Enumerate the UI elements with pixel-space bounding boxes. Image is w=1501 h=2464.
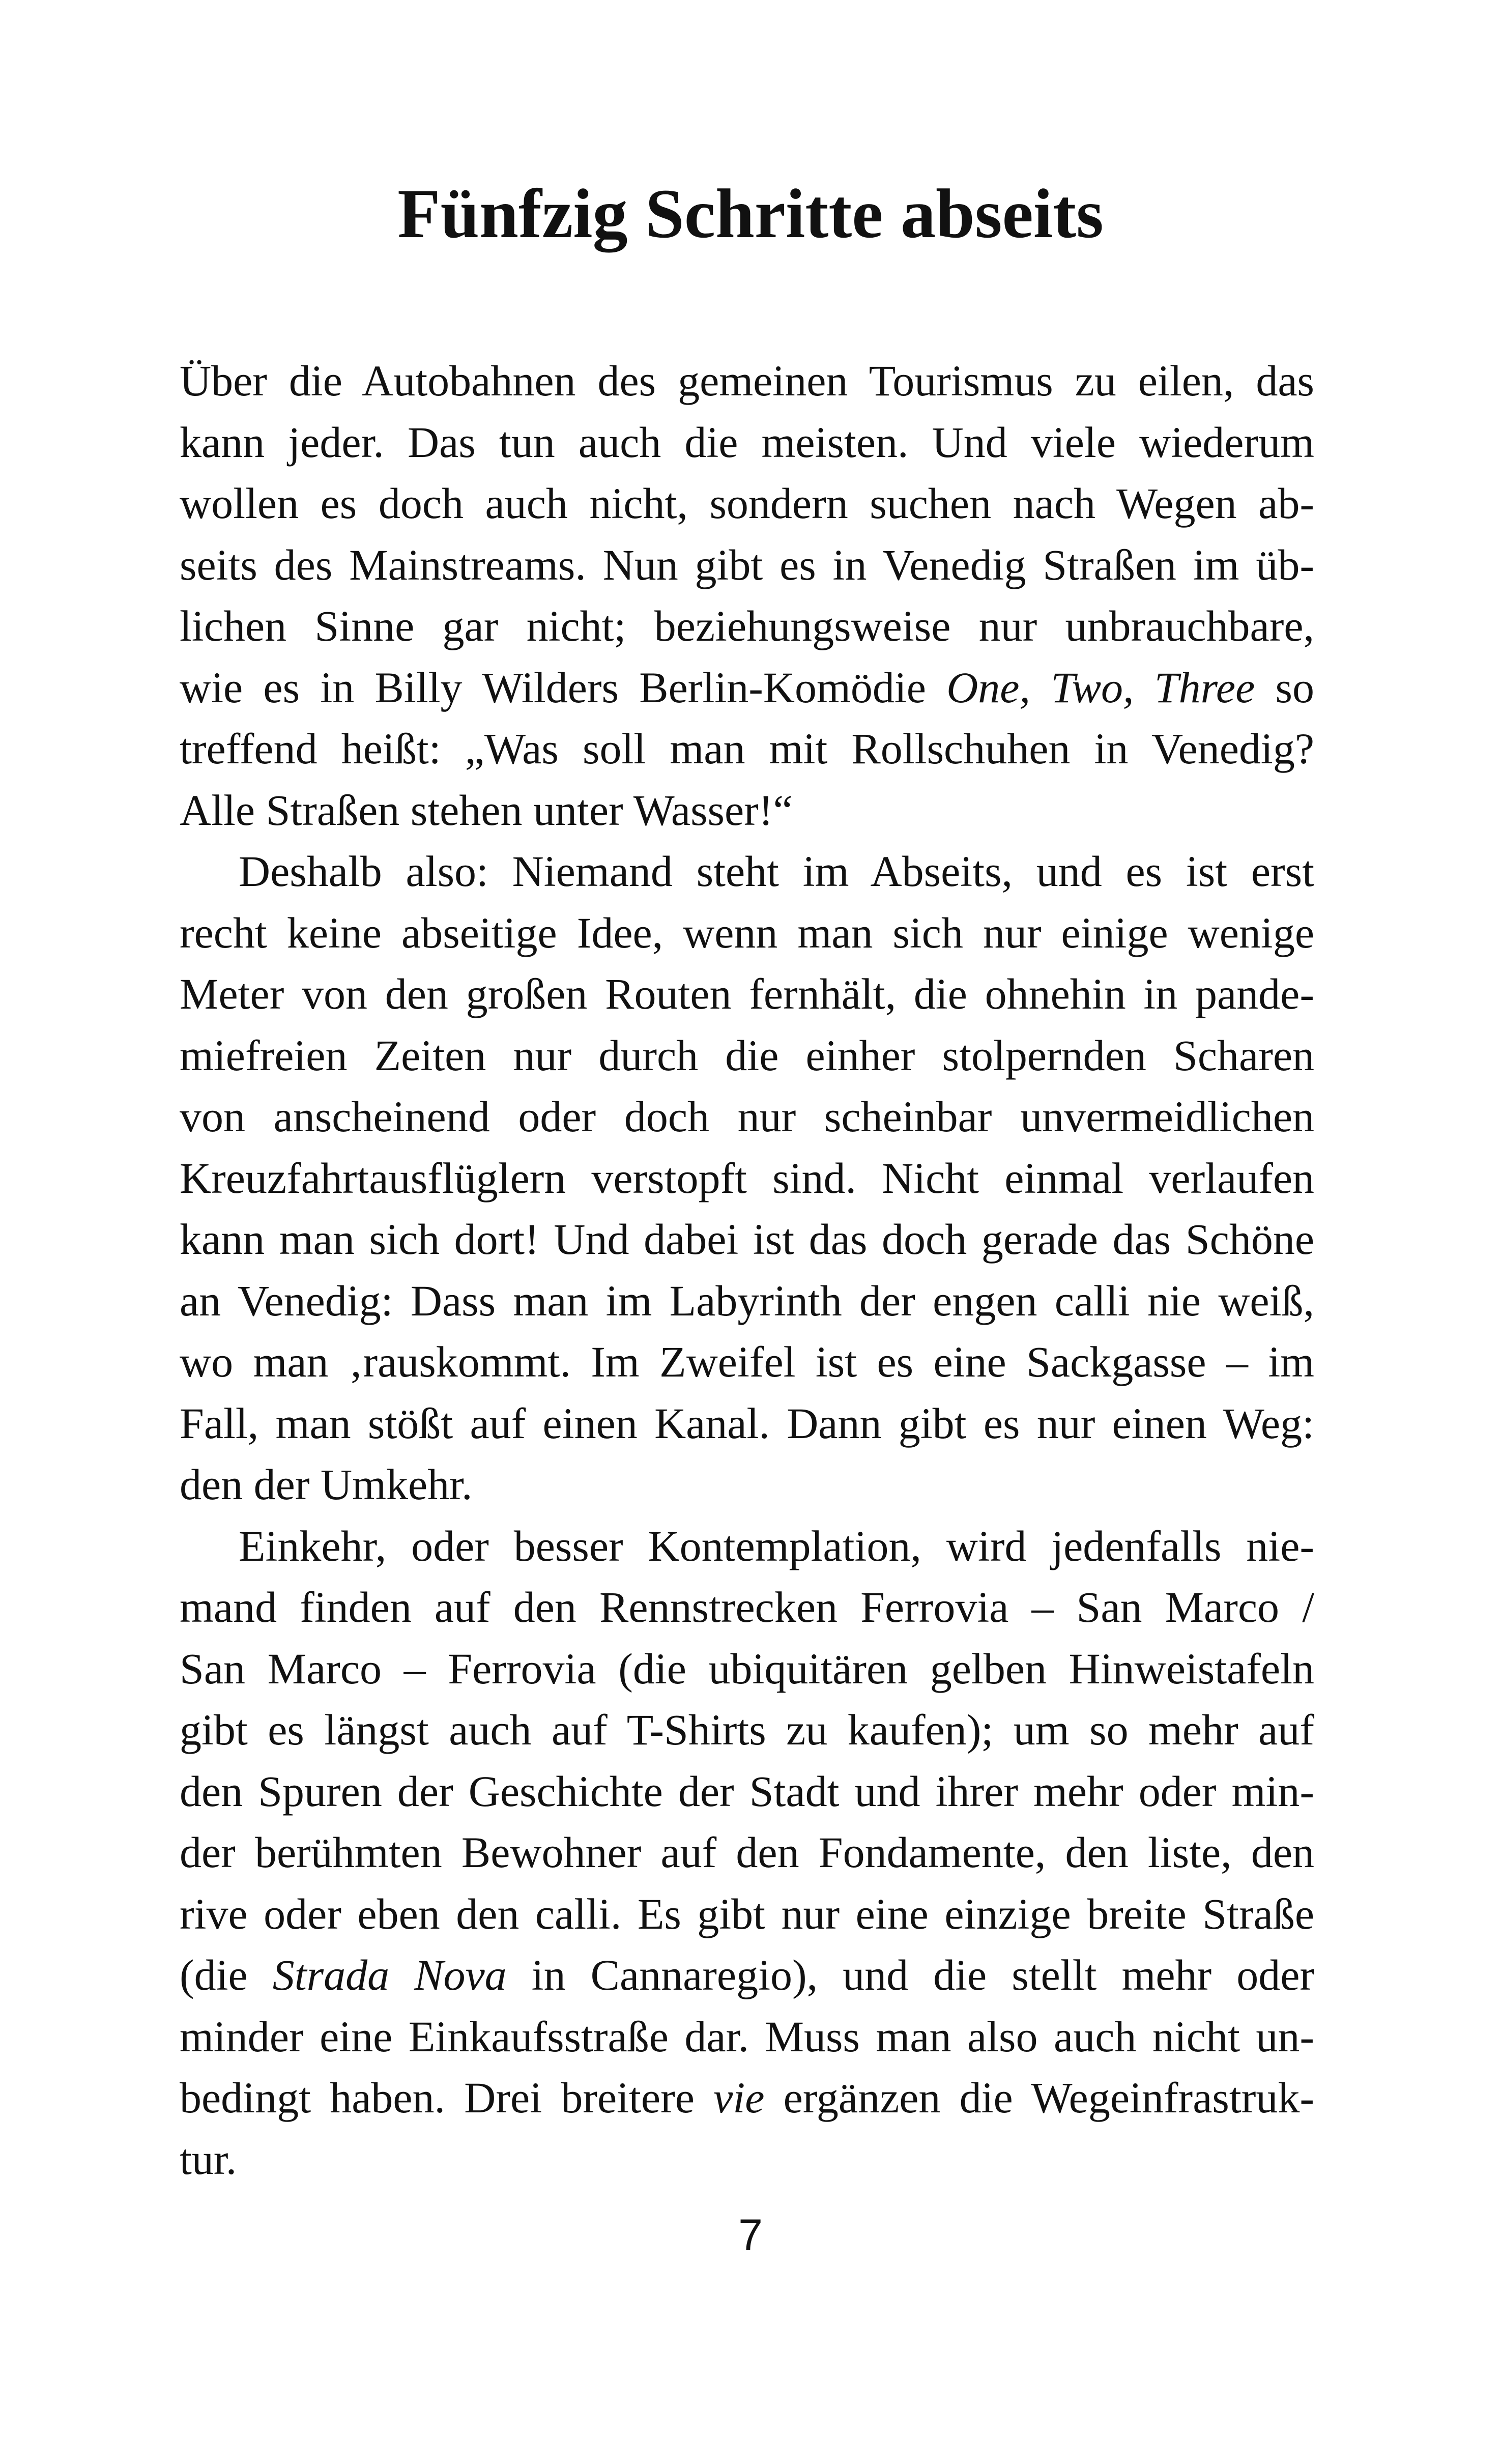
text-segment: an Venedig: Dass man im Labyrinth der engen calli nie weiß,: [180, 1276, 1314, 1325]
text-line: [180, 1209, 1314, 1270]
text-line: [180, 1699, 1314, 1761]
text-line: [180, 718, 1314, 780]
italic-text: One, Two, Three: [946, 663, 1255, 712]
text-segment: Kreuzfahrtausflüglern verstopft sind. Nicht einmal verlaufen: [180, 1153, 1314, 1202]
text-line: [180, 1331, 1314, 1393]
text-line: [180, 1025, 1314, 1086]
text-line: [180, 1577, 1314, 1638]
text-segment: minder eine Einkaufsstraße dar. Muss man also auch nicht un-: [180, 2012, 1314, 2061]
text-line: [180, 1270, 1314, 1332]
text-segment: von anscheinend oder doch nur scheinbar unvermeidlichen: [180, 1092, 1314, 1141]
text-segment: San Marco – Ferrovia (die ubiquitären gelben Hinweistafeln: [180, 1644, 1314, 1693]
text-segment: rive oder eben den calli. Es gibt nur eine einzige breite Straße: [180, 1889, 1314, 1938]
text-line: [180, 1454, 1314, 1515]
text-line: [180, 963, 1314, 1025]
text-segment: miefreien Zeiten nur durch die einher stolpernden Scharen: [180, 1030, 1314, 1080]
paragraph: [180, 841, 1314, 1515]
text-segment: wo man ‚rauskommt. Im Zweifel ist es eine Sackgasse – im: [180, 1337, 1314, 1386]
text-line: [180, 1761, 1314, 1822]
text-segment: wollen es doch auch nicht, sondern suchen nach Wegen ab-: [180, 479, 1314, 528]
text-line: [180, 350, 1314, 412]
chapter-body: [180, 350, 1314, 2190]
text-line: [180, 657, 1314, 719]
italic-text: Strada Nova: [272, 1951, 507, 1999]
paragraph: [180, 350, 1314, 841]
text-segment: in Cannaregio), und die stellt mehr oder: [506, 1951, 1315, 1999]
italic-text: vie: [713, 2073, 765, 2122]
text-line: [180, 595, 1314, 657]
text-segment: kann man sich dort! Und dabei ist das doch gerade das Schöne: [180, 1215, 1314, 1264]
text-line: [180, 1148, 1314, 1209]
text-line: [180, 2067, 1314, 2129]
text-segment: bedingt haben. Drei breitere: [180, 2073, 714, 2122]
text-segment: gibt es längst auch auf T-Shirts zu kaufen); um so mehr auf: [180, 1705, 1314, 1754]
text-line: [180, 1638, 1314, 1700]
text-segment: kann jeder. Das tun auch die meisten. Und viele wiederum: [180, 417, 1314, 467]
text-segment: so: [1255, 663, 1314, 712]
text-line: [180, 473, 1314, 534]
text-segment: Meter von den großen Routen fernhält, die ohnehin in pande-: [180, 969, 1314, 1018]
paragraph: [180, 1515, 1314, 2190]
chapter-title: Fünfzig Schritte abseits: [397, 175, 1104, 252]
text-segment: (die: [180, 1951, 273, 1999]
text-segment: tur.: [180, 2134, 237, 2184]
text-line: [180, 1086, 1314, 1148]
text-line: [180, 1883, 1314, 1945]
text-line: [180, 2006, 1314, 2068]
text-line: [180, 1515, 1314, 1577]
page-number: 7: [738, 2211, 763, 2259]
text-segment: Über die Autobahnen des gemeinen Tourismus zu eilen, das: [180, 356, 1314, 405]
text-segment: Alle Straßen stehen unter Wasser!“: [180, 785, 793, 835]
text-segment: Einkehr, oder besser Kontemplation, wird jedenfalls nie-: [239, 1521, 1314, 1570]
text-line: [180, 841, 1314, 902]
text-line: [180, 1944, 1314, 2006]
text-line: [180, 780, 1314, 841]
text-segment: den der Umkehr.: [180, 1460, 473, 1509]
text-segment: treffend heißt: „Was soll man mit Rollschuhen in Venedig?: [180, 724, 1314, 773]
text-line: [180, 412, 1314, 473]
text-segment: seits des Mainstreams. Nun gibt es in Venedig Straßen im üb-: [180, 540, 1314, 589]
text-line: [180, 902, 1314, 964]
text-line: [180, 2129, 1314, 2190]
text-segment: lichen Sinne gar nicht; beziehungsweise nur unbrauchbare,: [180, 601, 1314, 650]
text-segment: der berühmten Bewohner auf den Fondamente, den liste, den: [180, 1828, 1314, 1877]
text-segment: ergänzen die Wegeinfrastruk-: [764, 2073, 1315, 2122]
text-segment: recht keine abseitige Idee, wenn man sich nur einige wenige: [180, 908, 1314, 957]
text-segment: wie es in Billy Wilders Berlin-Komödie: [180, 663, 947, 712]
text-line: [180, 1393, 1314, 1454]
text-segment: Deshalb also: Niemand steht im Abseits, und es ist erst: [239, 847, 1314, 896]
text-segment: Fall, man stößt auf einen Kanal. Dann gibt es nur einen Weg:: [180, 1398, 1314, 1448]
text-line: [180, 534, 1314, 596]
text-segment: den Spuren der Geschichte der Stadt und ihrer mehr oder min-: [180, 1766, 1314, 1816]
text-segment: mand finden auf den Rennstrecken Ferrovia – San Marco /: [180, 1583, 1314, 1631]
text-line: [180, 1822, 1314, 1883]
